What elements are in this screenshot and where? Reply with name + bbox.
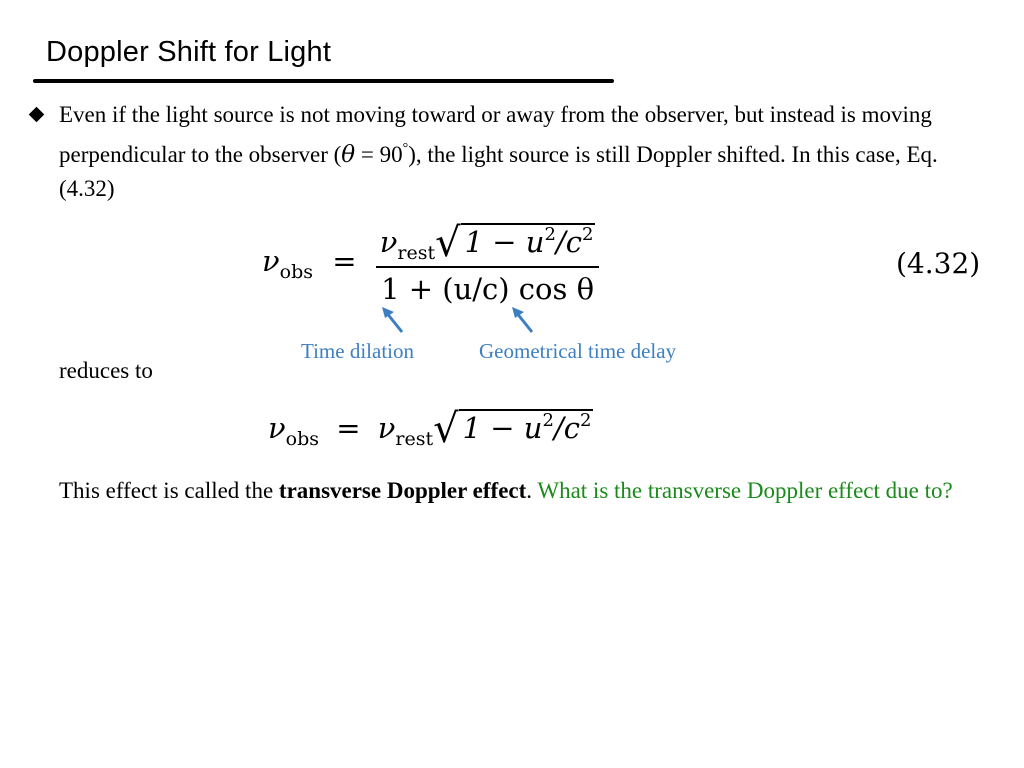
geometrical-delay-label: Geometrical time delay (479, 339, 677, 363)
title-underline (33, 79, 614, 83)
reduced-equation (268, 402, 593, 452)
eq2-nu-symbol: ν (268, 411, 286, 445)
eq1-equals: = (332, 244, 357, 278)
eq2-obs-subscript: obs (285, 428, 319, 450)
eq1-sqrt-pre: 1 − u (464, 225, 545, 259)
transverse-doppler-term: transverse Doppler effect (278, 478, 527, 503)
eq2-sqrt-exp-2: 2 (579, 410, 592, 431)
eq1-numerator (376, 216, 600, 266)
eq2-rest-subscript: rest (395, 428, 434, 450)
eq1-nu-symbol: ν (262, 244, 280, 278)
diamond-bullet-icon (29, 107, 45, 123)
reduces-to-text: reduces to (59, 358, 153, 383)
eq1-sqrt-body (461, 223, 596, 259)
conclusion-paragraph (59, 474, 959, 508)
theta-value: = 90 (355, 142, 403, 167)
eq2-sqrt-icon: √ (433, 406, 459, 452)
conclusion-period: . (526, 478, 538, 503)
eq1-fraction (376, 216, 600, 306)
eq2-sqrt-mid: /c (553, 411, 580, 445)
eq1-obs-subscript: obs (279, 261, 313, 283)
geometric-delay-arrow-icon (508, 302, 538, 336)
eq1-rest-subscript: rest (397, 242, 436, 264)
eq1-sqrt-mid: /c (555, 225, 582, 259)
time-dilation-label: Time dilation (301, 339, 414, 363)
intro-paragraph (59, 98, 989, 206)
eq2-rest-nu: ν (377, 411, 396, 445)
eq2-equals: = (336, 411, 361, 445)
eq1-sqrt-exp-2: 2 (581, 224, 594, 245)
conclusion-text: This effect is called the (59, 478, 279, 503)
eq2-sqrt-body (459, 409, 594, 445)
eq1-num-nu: ν (379, 225, 398, 259)
eq2-sqrt-exp: 2 (542, 410, 554, 431)
intro-text-part1: Even if the light source is not moving toward or away from the observer, but instead is moving perpendicular to the observer ( (59, 102, 932, 167)
eq1-sqrt-exp: 2 (544, 224, 556, 245)
eq1-denominator: 1 + (u/c) cos θ (376, 266, 600, 306)
intro-text-part2: ), the light source is still Doppler shifted. In this case, Eq. (4.32) (59, 142, 938, 201)
equation-4-32 (262, 216, 599, 306)
theta-symbol: θ (341, 142, 356, 168)
question-text: What is the transverse Doppler effect due to? (537, 478, 953, 503)
eq2-sqrt-pre: 1 − u (462, 411, 543, 445)
eq1-sqrt-icon: √ (435, 220, 461, 266)
slide-title: Doppler Shift for Light (46, 36, 332, 68)
time-dilation-arrow-icon (378, 302, 408, 336)
equation-number: (4.32) (896, 247, 981, 280)
degree-symbol: ° (402, 141, 409, 156)
